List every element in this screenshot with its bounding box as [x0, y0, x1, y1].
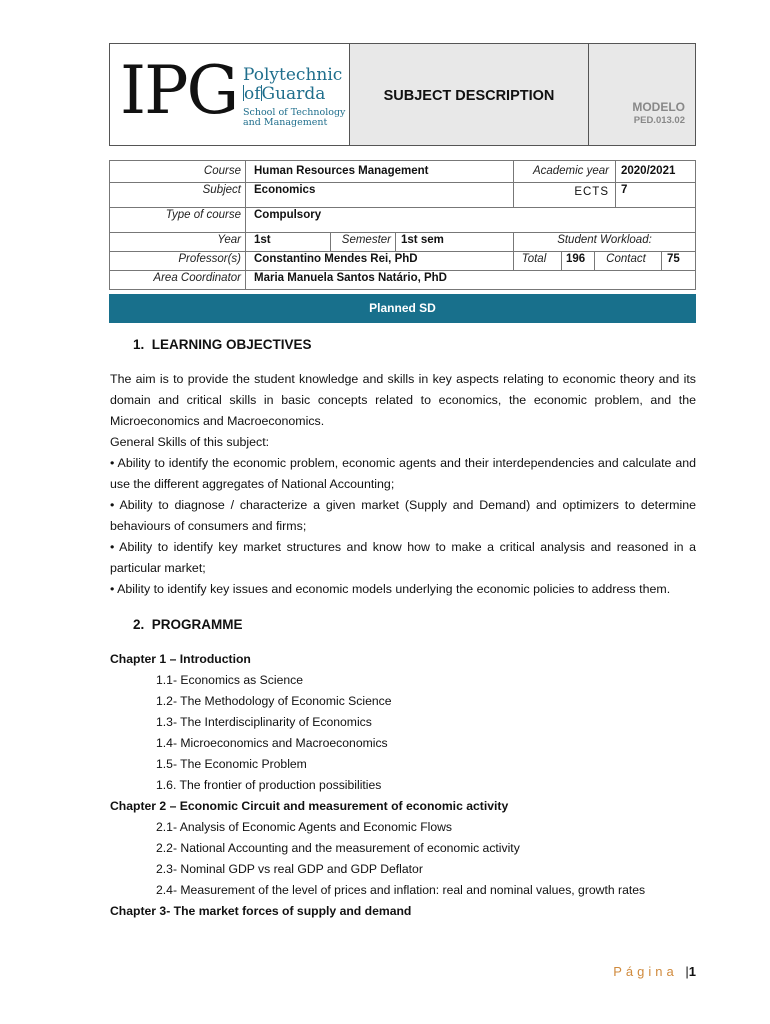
skill-item: • Ability to identify the economic problem, economic agents and their interdependencies and calculate and use the different aggregates of National Accounting; — [110, 456, 696, 491]
chapter-2-title: Chapter 2 – Economic Circuit and measurement of economic activity — [110, 799, 509, 813]
chapter-item: 1.5- The Economic Problem — [156, 757, 307, 771]
skill-item: • Ability to identify key market structures and know how to make a critical analysis and reasoned in a particular market; — [110, 540, 696, 575]
contact-value: 75 — [667, 253, 680, 265]
logo-ipg-text: IPG — [120, 52, 238, 129]
skill-item: • Ability to diagnose / characterize a given market (Supply and Demand) and optimizers to determine behaviours of consumers and firms; — [110, 498, 696, 533]
modelo-label: MODELO — [632, 100, 685, 114]
logo-line-4: and Management — [243, 117, 328, 128]
general-skills-heading: General Skills of this subject: — [110, 435, 270, 449]
academic-year-label: Academic year — [532, 165, 609, 177]
document-title: SUBJECT DESCRIPTION — [383, 88, 555, 104]
skill-item: • Ability to identify key issues and economic models underlying the economic policies to address them. — [110, 582, 671, 596]
page-word: Página — [613, 964, 678, 979]
page-number: 1 — [688, 964, 696, 979]
programme-heading: 2. PROGRAMME — [133, 617, 243, 632]
chapter-item: 2.2- National Accounting and the measurement of economic activity — [156, 841, 520, 855]
chapter-item: 1.1- Economics as Science — [156, 673, 303, 687]
logo-line-2 — [243, 85, 342, 104]
total-value: 196 — [566, 253, 586, 265]
logo-line-1: Polytechnic — [243, 65, 343, 85]
academic-year-value: 2020/2021 — [621, 165, 676, 177]
course-label: Course — [203, 165, 241, 177]
ects-value: 7 — [621, 184, 628, 196]
form-code: PED.013.02 — [633, 115, 685, 126]
learning-objectives-heading: 1. LEARNING OBJECTIVES — [133, 337, 312, 352]
logo-line-2b: Guarda — [261, 84, 326, 104]
ects-label: ECTS — [574, 186, 609, 198]
area-coordinator-value: Maria Manuela Santos Natário, PhD — [254, 272, 447, 284]
course-value: Human Resources Management — [254, 165, 429, 177]
title-cell — [350, 44, 589, 145]
logo-institution-name — [243, 66, 342, 104]
footer-separator: | — [685, 964, 689, 979]
learning-objectives-body — [110, 369, 696, 600]
objectives-paragraph: The aim is to provide the student knowledge and skills in key aspects relating to economic theory and its domain and critical skills in basic concepts related to economics, the economic problem, and the Microeconomics and Macroeconomics. — [110, 372, 696, 428]
logo-line-2a: of — [244, 84, 261, 104]
chapter-item: 1.3- The Interdisciplinarity of Economics — [156, 715, 372, 729]
semester-label: Semester — [341, 234, 391, 246]
document-header — [109, 43, 696, 146]
chapter-3-title: Chapter 3- The market forces of supply and demand — [110, 904, 412, 918]
modelo-cell — [589, 44, 695, 145]
chapter-item: 2.1- Analysis of Economic Agents and Economic Flows — [156, 820, 453, 834]
logo-school-name — [243, 108, 345, 128]
chapter-item: 1.2- The Methodology of Economic Science — [156, 694, 392, 708]
logo-line-3: School of Technology — [243, 107, 346, 118]
chapter-item: 2.3- Nominal GDP vs real GDP and GDP Deflator — [156, 862, 423, 876]
planned-sd-banner: Planned SD — [109, 294, 696, 323]
chapter-item: 1.4- Microeconomics and Macroeconomics — [156, 736, 388, 750]
professor-label: Professor(s) — [178, 253, 241, 265]
subject-value: Economics — [254, 184, 316, 196]
student-workload-label: Student Workload: — [557, 234, 652, 246]
chapter-1-title: Chapter 1 – Introduction — [110, 652, 251, 666]
page-footer — [613, 964, 696, 979]
ipg-logo — [110, 44, 350, 145]
total-label: Total — [521, 253, 547, 265]
chapter-item: 2.4- Measurement of the level of prices and inflation: real and nominal values, growth rates — [156, 883, 646, 897]
year-value: 1st — [254, 234, 271, 246]
year-label: Year — [217, 234, 241, 246]
area-coordinator-label: Area Coordinator — [153, 272, 241, 284]
professor-value: Constantino Mendes Rei, PhD — [254, 253, 418, 265]
semester-value: 1st sem — [401, 234, 444, 246]
chapter-item: 1.6. The frontier of production possibilities — [156, 778, 382, 792]
subject-label: Subject — [202, 184, 241, 196]
type-of-course-label: Type of course — [165, 209, 241, 221]
type-of-course-value: Compulsory — [254, 209, 322, 221]
course-info-table — [109, 160, 696, 290]
contact-label: Contact — [606, 253, 646, 265]
